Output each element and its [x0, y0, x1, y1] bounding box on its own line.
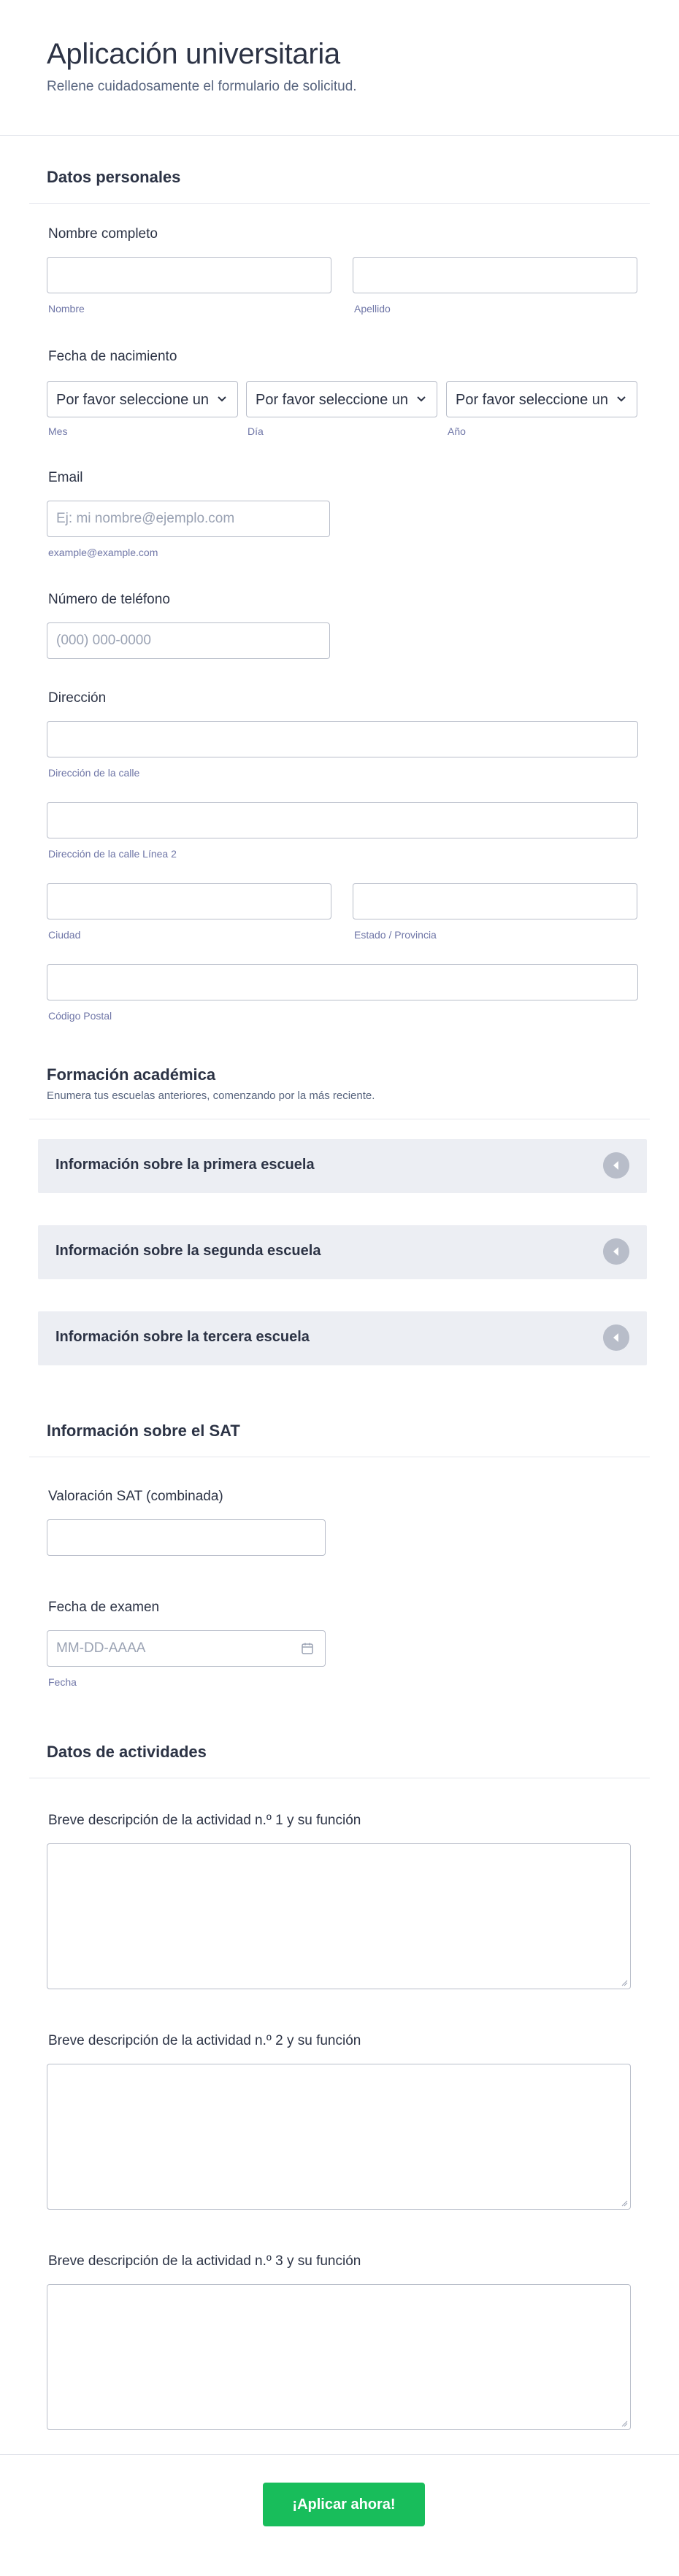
- chevron-down-icon: [413, 390, 429, 406]
- activity-3-textarea[interactable]: [47, 2284, 631, 2430]
- chevron-left-icon: [603, 1238, 629, 1265]
- chevron-down-icon: [214, 390, 230, 406]
- last-name-input[interactable]: [353, 257, 637, 293]
- street-address2-input[interactable]: [47, 802, 638, 838]
- divider: [29, 203, 650, 204]
- sat-score-label: Valoración SAT (combinada): [48, 1489, 223, 1504]
- section-desc-education: Enumera tus escuelas anteriores, comenzando por la más reciente.: [47, 1090, 375, 1102]
- activity-1-label: Breve descripción de la actividad n.º 1 y su función: [48, 1813, 361, 1828]
- state-sublabel: Estado / Provincia: [354, 929, 437, 941]
- last-name-sublabel: Apellido: [354, 303, 391, 315]
- street-address-input[interactable]: [47, 721, 638, 757]
- state-input[interactable]: [353, 883, 637, 919]
- full-name-label: Nombre completo: [48, 226, 158, 242]
- chevron-down-icon: [613, 390, 629, 406]
- activity-2-textarea[interactable]: [47, 2064, 631, 2210]
- first-name-sublabel: Nombre: [48, 303, 85, 315]
- form-header: [0, 0, 679, 136]
- city-sublabel: Ciudad: [48, 929, 81, 941]
- birth-date-label: Fecha de nacimiento: [48, 349, 177, 364]
- birth-day-select[interactable]: [246, 381, 437, 417]
- resize-handle-icon[interactable]: [621, 2199, 628, 2207]
- school-1-collapse[interactable]: [38, 1139, 647, 1193]
- school-2-title: Información sobre la segunda escuela: [55, 1243, 321, 1259]
- birth-day-value: Por favor seleccione un: [256, 392, 409, 408]
- footer-divider: [0, 2454, 679, 2455]
- email-sublabel: example@example.com: [48, 547, 158, 558]
- section-title-sat: Información sobre el SAT: [47, 1422, 240, 1440]
- section-title-activities: Datos de actividades: [47, 1743, 207, 1761]
- school-1-title: Información sobre la primera escuela: [55, 1157, 315, 1173]
- birth-month-select[interactable]: [47, 381, 238, 417]
- postal-code-input[interactable]: [47, 964, 638, 1000]
- page-subtitle: Rellene cuidadosamente el formulario de solicitud.: [47, 79, 357, 94]
- birth-year-sublabel: Año: [448, 425, 466, 437]
- phone-input[interactable]: [47, 622, 330, 659]
- postal-code-sublabel: Código Postal: [48, 1010, 112, 1022]
- section-title-education: Formación académica: [47, 1065, 216, 1084]
- calendar-icon[interactable]: [301, 1642, 314, 1655]
- activity-2-label: Breve descripción de la actividad n.º 2 y su función: [48, 2033, 361, 2048]
- street-address-sublabel: Dirección de la calle: [48, 767, 140, 779]
- activity-3-label: Breve descripción de la actividad n.º 3 y su función: [48, 2253, 361, 2269]
- birth-year-select[interactable]: [446, 381, 637, 417]
- section-title-personal: Datos personales: [47, 168, 181, 186]
- exam-date-input[interactable]: [47, 1630, 326, 1667]
- page-title: Aplicación universitaria: [47, 38, 340, 70]
- resize-handle-icon[interactable]: [621, 2420, 628, 2427]
- exam-date-sublabel: Fecha: [48, 1676, 77, 1688]
- birth-year-value: Por favor seleccione un: [456, 392, 609, 408]
- activity-1-textarea[interactable]: [47, 1843, 631, 1989]
- resize-handle-icon[interactable]: [621, 1979, 628, 1986]
- chevron-left-icon: [603, 1152, 629, 1179]
- school-3-title: Información sobre la tercera escuela: [55, 1329, 310, 1345]
- exam-date-label: Fecha de examen: [48, 1600, 160, 1615]
- email-input[interactable]: [47, 501, 330, 537]
- city-input[interactable]: [47, 883, 331, 919]
- street-address2-sublabel: Dirección de la calle Línea 2: [48, 848, 177, 860]
- phone-label: Número de teléfono: [48, 592, 170, 607]
- birth-month-value: Por favor seleccione un: [56, 392, 210, 408]
- chevron-left-icon: [603, 1324, 629, 1351]
- sat-score-input[interactable]: [47, 1519, 326, 1556]
- birth-day-sublabel: Día: [248, 425, 264, 437]
- address-label: Dirección: [48, 690, 107, 706]
- email-label: Email: [48, 470, 83, 485]
- school-3-collapse[interactable]: [38, 1311, 647, 1365]
- submit-button[interactable]: ¡Aplicar ahora!: [263, 2483, 425, 2526]
- birth-month-sublabel: Mes: [48, 425, 68, 437]
- first-name-input[interactable]: [47, 257, 331, 293]
- school-2-collapse[interactable]: [38, 1225, 647, 1279]
